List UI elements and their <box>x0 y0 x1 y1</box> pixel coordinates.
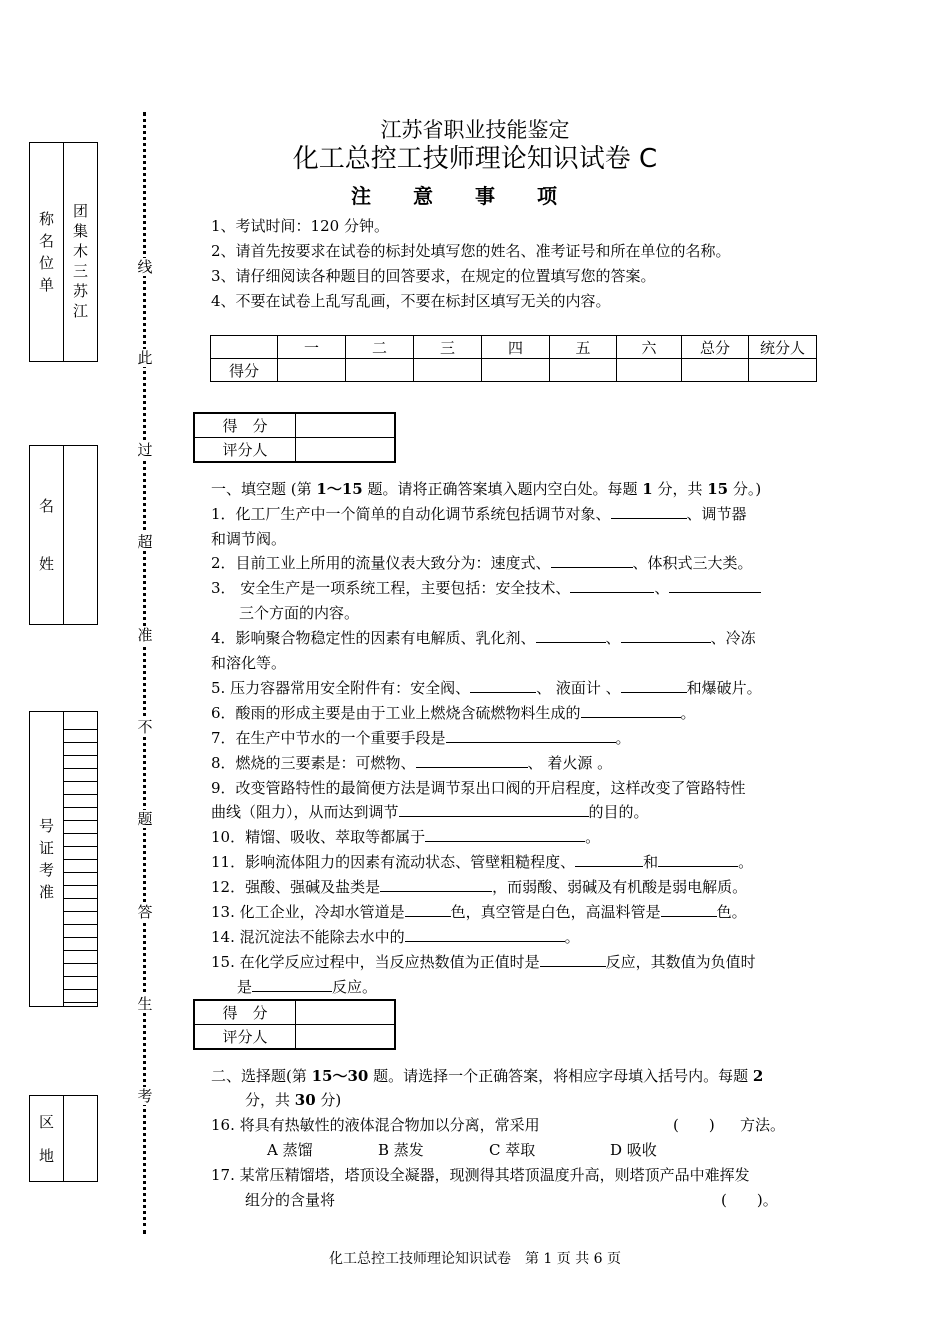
score-cell[interactable] <box>482 359 550 382</box>
question-5: 5. 压力容器常用安全附件有：安全阀、 、 液面计 、 和爆破片。 <box>211 679 762 697</box>
score-cell[interactable] <box>346 359 414 382</box>
score-field[interactable] <box>296 1000 396 1025</box>
answer-blank[interactable] <box>661 902 717 917</box>
notice-item: 4、不要在试卷上乱写乱画，不要在标封区填写无关的内容。 <box>211 292 611 310</box>
score-cell[interactable] <box>414 359 482 382</box>
score-field[interactable] <box>296 413 396 438</box>
question-4: 4．影响聚合物稳定性的因素有电解质、乳化剂、 、 、冷冻 <box>211 629 756 647</box>
question-15-cont: 是 反应。 <box>237 978 378 996</box>
unit-label: 称 名 位 单 <box>30 143 64 361</box>
grader-field[interactable] <box>296 1025 396 1050</box>
seal-char: 答 <box>137 903 153 921</box>
option-a: A 蒸馏 <box>267 1141 313 1159</box>
question-9: 9．改变管路特性的最简便方法是调节泵出口阀的开启程度，这样改变了管路特性 <box>211 779 746 797</box>
question-9-cont: 曲线（阻力），从而达到调节 的目的。 <box>211 803 649 821</box>
answer-blank[interactable] <box>446 728 616 743</box>
score-table <box>210 335 817 382</box>
exam-title: 化工总控工技师理论知识试卷 C <box>292 144 658 174</box>
question-16: 16. 将具有热敏性的液体混合物加以分离，常采用 <box>211 1116 540 1134</box>
answer-blank[interactable] <box>611 504 687 519</box>
seal-char: 超 <box>137 533 153 551</box>
answer-blank[interactable] <box>581 703 681 718</box>
answer-blank[interactable] <box>380 877 492 892</box>
score-value-row: 得分 <box>211 359 817 382</box>
answer-blank[interactable] <box>621 678 687 693</box>
question-1: 1．化工厂生产中一个简单的自动化调节系统包括调节对象、 、调节器 <box>211 505 747 523</box>
name-label: 名 姓 <box>30 446 64 624</box>
answer-blank[interactable] <box>621 628 711 643</box>
name-box <box>29 445 98 625</box>
question-8: 8．燃烧的三要素是：可燃物、 、 着火源 。 <box>211 754 613 772</box>
exam-org-title: 江苏省职业技能鉴定 <box>380 118 570 142</box>
score-header-row: 一 二 三 四 五 六 总分 统分人 <box>211 336 817 359</box>
question-3-cont: 三个方面的内容。 <box>239 604 360 622</box>
exam-id-box <box>29 711 98 1007</box>
notice-heading: 注意事项 <box>351 184 599 208</box>
region-label: 区 地 <box>30 1096 64 1181</box>
score-cell[interactable] <box>617 359 682 382</box>
score-cell[interactable] <box>682 359 749 382</box>
section2-heading: 二、选择题(第 15～30 题。请选择一个正确答案，将相应字母填入括号内。每题 2 <box>211 1067 764 1085</box>
section1-heading: 一、填空题 (第 1～15 题。请将正确答案填入题内空白处。每题 1 分，共 15 分。) <box>211 480 762 498</box>
option-c: C 萃取 <box>489 1141 536 1159</box>
answer-blank[interactable] <box>536 628 606 643</box>
answer-blank[interactable] <box>470 678 536 693</box>
answer-blank[interactable] <box>575 852 643 867</box>
score-cell[interactable] <box>749 359 817 382</box>
answer-blank[interactable] <box>570 578 654 593</box>
seal-char: 题 <box>137 810 153 828</box>
answer-blank[interactable] <box>658 852 738 867</box>
notice-item: 1、考试时间：120 分钟。 <box>211 217 389 235</box>
answer-blank[interactable] <box>399 802 589 817</box>
region-box <box>29 1095 98 1182</box>
question-2: 2．目前工业上所用的流量仪表大致分为：速度式、 、体积式三大类。 <box>211 554 753 572</box>
score-cell[interactable] <box>278 359 346 382</box>
question-3: 3． 安全生产是一项系统工程，主要包括：安全技术、 、 <box>211 576 761 600</box>
answer-blank[interactable] <box>252 977 332 992</box>
question-17-cont: 组分的含量将 <box>245 1191 336 1209</box>
answer-blank[interactable] <box>405 902 451 917</box>
answer-blank[interactable] <box>540 952 606 967</box>
question-1-cont: 和调节阀。 <box>211 530 287 548</box>
seal-char: 准 <box>137 626 153 644</box>
grader-box-2: 得 分 评分人 <box>193 999 396 1050</box>
seal-char: 过 <box>137 441 153 459</box>
notice-item: 2、请首先按要求在试卷的标封处填写您的姓名、准考证号和所在单位的名称。 <box>211 242 731 260</box>
question-17: 17. 某常压精馏塔，塔顶设全凝器，现测得其塔顶温度升高，则塔顶产品中难挥发 <box>211 1166 750 1184</box>
question-4-cont: 和溶化等。 <box>211 654 287 672</box>
unit-value: 团 集 木 三 苏 江 <box>72 202 88 320</box>
exam-id-grid <box>64 717 97 1003</box>
seal-char: 线 <box>137 258 153 276</box>
exam-id-label: 号 证 考 准 <box>30 712 64 1006</box>
option-d: D 吸收 <box>610 1141 657 1159</box>
question-13: 13. 化工企业，冷却水管道是 色，真空管是白色，高温料管是 色。 <box>211 903 747 921</box>
question-15: 15. 在化学反应过程中，当反应热数值为正值时是 反应，其数值为负值时 <box>211 953 756 971</box>
page-footer: 化工总控工技师理论知识试卷 第 1 页 共 6 页 <box>328 1251 622 1267</box>
answer-blank[interactable] <box>405 927 565 942</box>
seal-char: 此 <box>137 349 153 367</box>
seal-char: 考 <box>137 1087 153 1105</box>
score-cell[interactable] <box>550 359 617 382</box>
question-7: 7．在生产中节水的一个重要手段是 。 <box>211 729 631 747</box>
answer-blank[interactable] <box>551 553 633 568</box>
answer-blank[interactable] <box>425 827 585 842</box>
answer-paren[interactable]: ( ) <box>673 1116 715 1134</box>
question-16-tail: 方法。 <box>740 1116 786 1134</box>
unit-box <box>29 142 98 362</box>
question-11: 11．影响流体阻力的因素有流动状态、管壁粗糙程度、 和 。 <box>211 853 754 871</box>
section2-heading-cont: 分，共 30 分) <box>245 1091 342 1109</box>
seal-char: 生 <box>137 995 153 1013</box>
grader-field[interactable] <box>296 438 396 463</box>
seal-char: 不 <box>137 718 153 736</box>
option-b: B 蒸发 <box>378 1141 424 1159</box>
answer-blank[interactable] <box>669 578 761 593</box>
question-6: 6．酸雨的形成主要是由于工业上燃烧含硫燃物料生成的 。 <box>211 704 696 722</box>
notice-item: 3、请仔细阅读各种题目的回答要求，在规定的位置填写您的答案。 <box>211 267 656 285</box>
grader-box-1: 得 分 评分人 <box>193 412 396 463</box>
answer-blank[interactable] <box>416 753 528 768</box>
question-12: 12．强酸、强碱及盐类是 ，而弱酸、弱碱及有机酸是弱电解质。 <box>211 878 748 896</box>
question-14: 14. 混沉淀法不能除去水中的 。 <box>211 928 580 946</box>
question-10: 10．精馏、吸收、萃取等都属于 。 <box>211 828 601 846</box>
seal-line <box>143 112 146 1234</box>
answer-paren[interactable]: ( )。 <box>721 1191 778 1209</box>
